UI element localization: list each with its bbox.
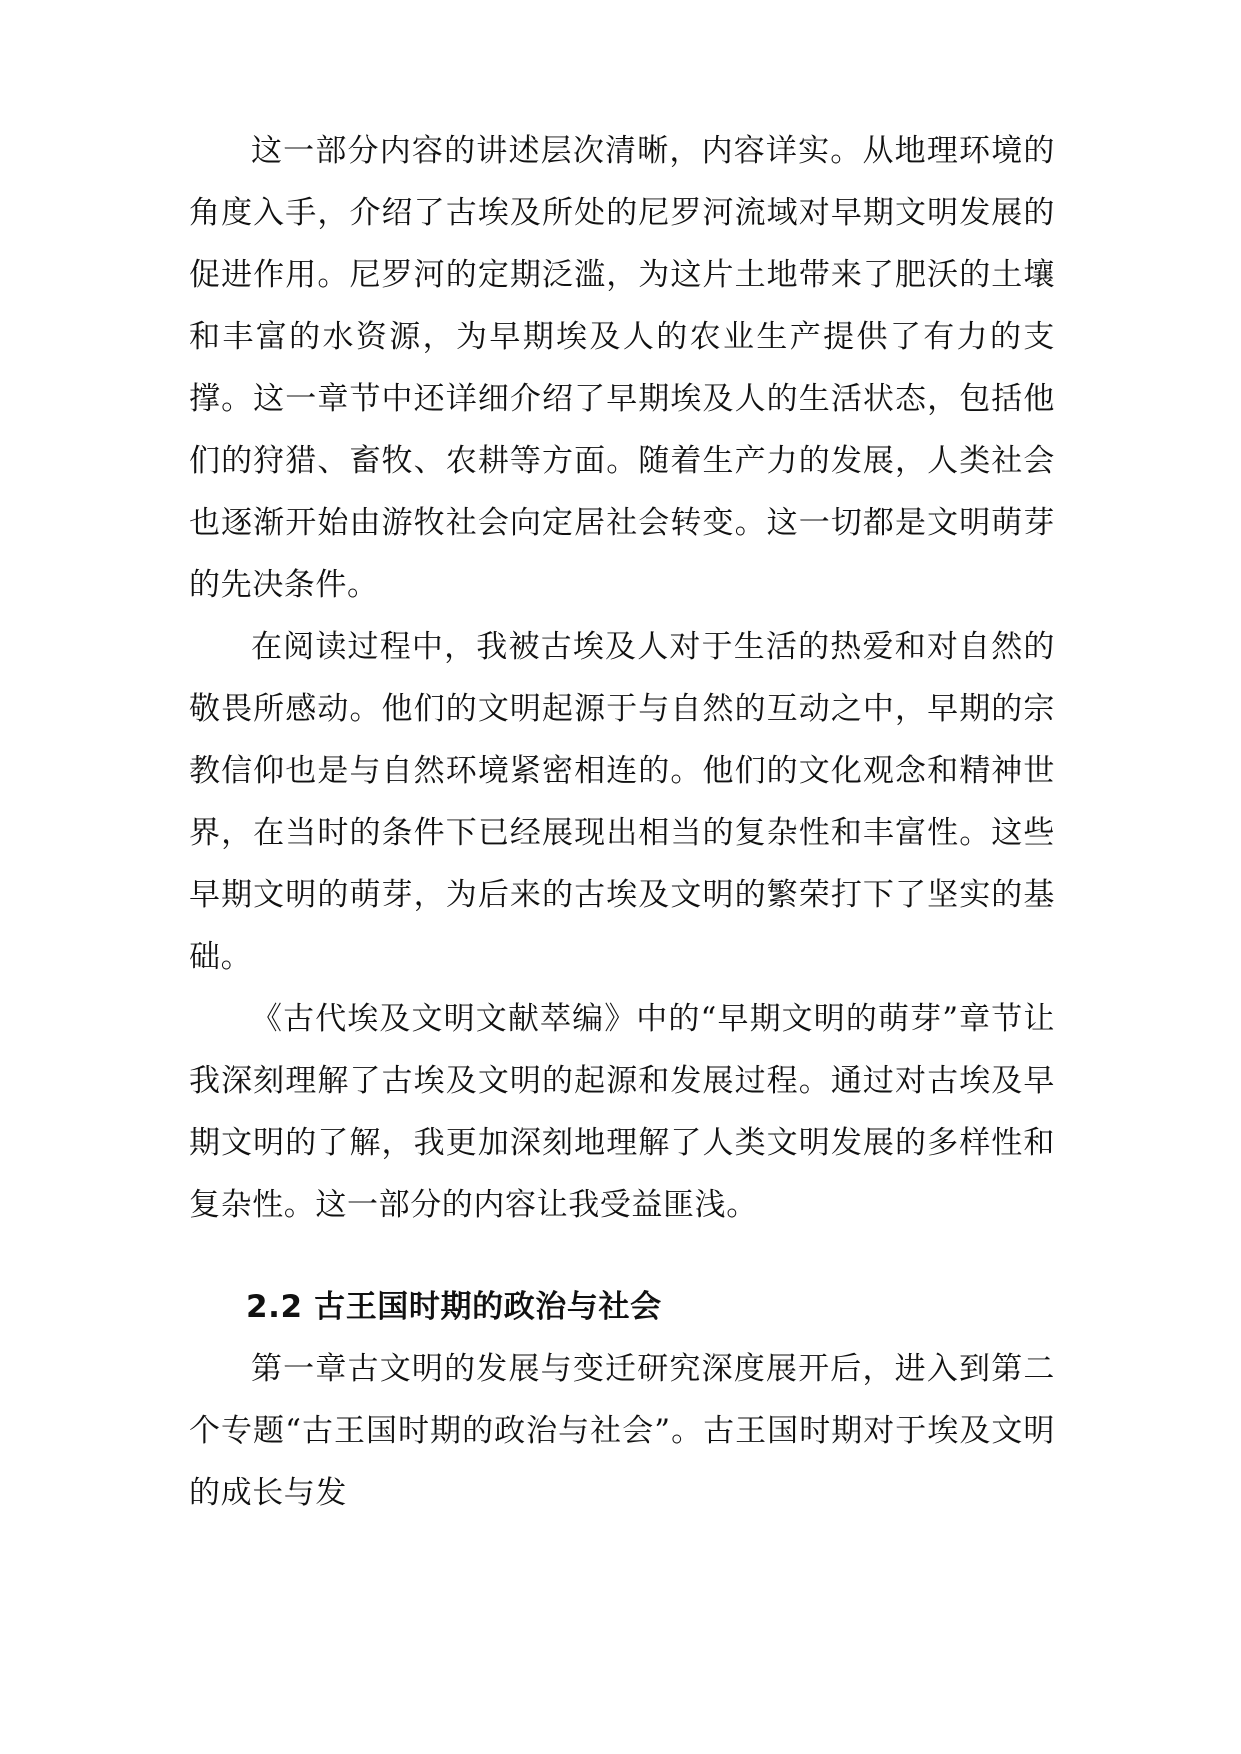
- document-page: [189, 120, 1055, 1524]
- section-heading: 2.2 古王国时期的政治与社会: [246, 1289, 662, 1325]
- body-paragraph: 《古代埃及文明文献萃编》中的“早期文明的萌芽”章节让我深刻理解了古埃及文明的起源和发展过程。通过对古埃及早期文明的了解，我更加深刻地理解了人类文明发展的多样性和复杂性。这一部分的内容让我受益匪浅。: [189, 1001, 1055, 1223]
- body-paragraph: 在阅读过程中，我被古埃及人对于生活的热爱和对自然的敬畏所感动。他们的文明起源于与自然的互动之中，早期的宗教信仰也是与自然环境紧密相连的。他们的文化观念和精神世界，在当时的条件下已经展现出相当的复杂性和丰富性。这些早期文明的萌芽，为后来的古埃及文明的繁荣打下了坚实的基础。: [189, 629, 1055, 975]
- body-paragraph: 第一章古文明的发展与变迁研究深度展开后，进入到第二个专题“古王国时期的政治与社会”。古王国时期对于埃及文明的成长与发: [189, 1351, 1055, 1511]
- body-paragraph: 这一部分内容的讲述层次清晰，内容详实。从地理环境的角度入手，介绍了古埃及所处的尼罗河流域对早期文明发展的促进作用。尼罗河的定期泛滥，为这片土地带来了肥沃的土壤和丰富的水资源，为早期埃及人的农业生产提供了有力的支撑。这一章节中还详细介绍了早期埃及人的生活状态，包括他们的狩猎、畜牧、农耕等方面。随着生产力的发展，人类社会也逐渐开始由游牧社会向定居社会转变。这一切都是文明萌芽的先决条件。: [189, 133, 1055, 603]
